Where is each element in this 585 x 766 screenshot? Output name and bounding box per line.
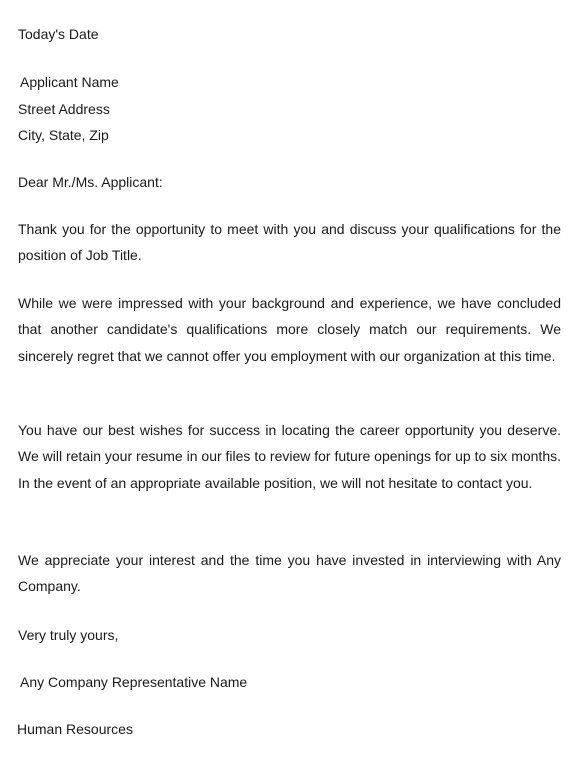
paragraph-2: While we were impressed with your background and experience, we have concluded that another candidate's qualifications more closely match our requirements. We sincerely regret that we cannot offer you employment with our organization at this time.	[18, 295, 561, 364]
signatory-name: Any Company Representative Name	[20, 674, 248, 690]
city-state-zip: City, State, Zip	[18, 127, 109, 143]
street-address: Street Address	[18, 101, 110, 117]
closing: Very truly yours,	[18, 627, 119, 643]
paragraph-1: Thank you for the opportunity to meet with you and discuss your qualifications for the position of Job Title.	[18, 221, 561, 264]
department: Human Resources	[17, 721, 133, 737]
salutation: Dear Mr./Ms. Applicant:	[18, 174, 163, 190]
applicant-name: Applicant Name	[20, 74, 119, 90]
paragraph-3: You have our best wishes for success in locating the career opportunity you deserve. We will retain your resume in our files to review for future openings for up to six months. In the event of an appropriate available position, we will not hesitate to contact you.	[18, 422, 561, 491]
paragraph-4: We appreciate your interest and the time you have invested in interviewing with Any Company.	[18, 552, 561, 595]
date-line: Today's Date	[18, 26, 99, 42]
